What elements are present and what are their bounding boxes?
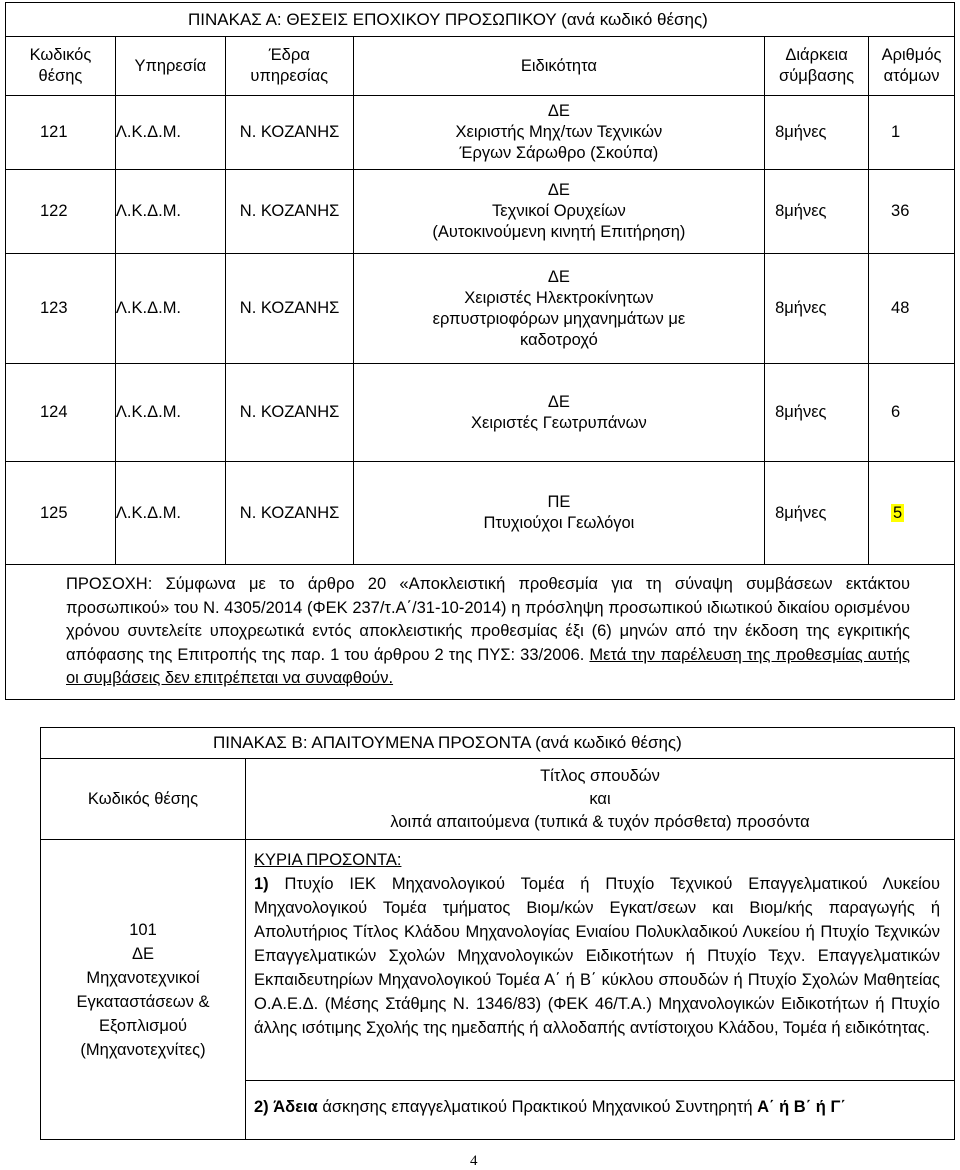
- specialty-cell: ΔΕ Χειριστής Μηχ/των Τεχνικών Έργων Σάρωθρο (Σκούπα): [353, 96, 764, 170]
- specialty-cell: ΠΕ Πτυχιούχοι Γεωλόγοι: [353, 462, 764, 565]
- table-row: 123 Λ.Κ.Δ.Μ. Ν. ΚΟΖΑΝΗΣ ΔΕ Χειριστές Ηλεκτροκίνητων ερπυστριοφόρων μηχανημάτων με καδοτροχό 8μήνες 48: [6, 254, 955, 364]
- specialty-cell: ΔΕ Χειριστές Ηλεκτροκίνητων ερπυστριοφόρων μηχανημάτων με καδοτροχό: [353, 254, 764, 364]
- notice-text: ΠΡΟΣΟΧΗ: Σύμφωνα με το άρθρο 20 «Αποκλειστική προθεσμία για τη σύναψη συμβάσεων εκτάκτου προσωπικού» του Ν. 4305/2014 (ΦΕΚ 237/τ.Α΄/31-10-2014) η πρόσληψη προσωπικού ιδιωτικού δικαίου ορισμένου χρόνου συντελείτε υποχρεωτικά εντός αποκλειστικής προθεσμίας έξι (6) μηνών από την έκδοση της εγκριτικής απόφασης της Επιτροπής της παρ. 1 του άρθρου 2 της ΠΥΣ: 33/2006. Μετά την παρέλευση της προθεσμίας αυτής οι συμβάσεις δεν επιτρέπεται να συναφθούν.: [66, 575, 910, 687]
- notice-underlined: Μετά την παρέλευση της προθεσμίας αυτής οι συμβάσεις δεν επιτρέπεται να συναφθούν.: [66, 645, 910, 687]
- position-cell: 101 ΔΕ Μηχανοτεχνικοί Εγκαταστάσεων & Εξοπλισμού (Μηχανοτεχνίτες): [41, 840, 246, 1140]
- header-qualifications: Τίτλος σπουδών και λοιπά απαιτούμενα (τυπικά & τυχόν πρόσθετα) προσόντα: [246, 759, 955, 840]
- header-service: Υπηρεσία: [115, 37, 225, 96]
- header-position-code: Κωδικός θέσης: [41, 759, 246, 840]
- table-row: 122 Λ.Κ.Δ.Μ. Ν. ΚΟΖΑΝΗΣ ΔΕ Τεχνικοί Ορυχείων (Αυτοκινούμενη κινητή Επιτήρηση) 8μήνες 36: [6, 170, 955, 254]
- page-number: 4: [470, 1153, 478, 1169]
- table-b-title: ΠΙΝΑΚΑΣ Β: ΑΠΑΙΤΟΥΜΕΝΑ ΠΡΟΣΟΝΤΑ (ανά κωδικό θέσης): [41, 728, 955, 759]
- main-qualifications: [246, 840, 955, 1081]
- position-code: 101: [129, 920, 157, 939]
- header-specialty: Ειδικότητα: [353, 37, 764, 96]
- header-count: Αριθμός ατόμων: [869, 37, 955, 96]
- table-row: 125 Λ.Κ.Δ.Μ. Ν. ΚΟΖΑΝΗΣ ΠΕ Πτυχιούχοι Γεωλόγοι 8μήνες 5: [6, 462, 955, 565]
- header-duration: Διάρκεια σύμβασης: [765, 37, 869, 96]
- notice-cell: [6, 565, 955, 700]
- notice-row: [6, 565, 955, 700]
- highlighted-count: 5: [893, 503, 903, 522]
- specialty-cell: ΔΕ Χειριστές Γεωτρυπάνων: [353, 364, 764, 462]
- table-a-title: ΠΙΝΑΚΑΣ Α: ΘΕΣΕΙΣ ΕΠΟΧΙΚΟΥ ΠΡΟΣΩΠΙΚΟΥ (ανά κωδικό θέσης): [6, 3, 955, 37]
- table-a: [5, 2, 955, 700]
- table-row: 121 Λ.Κ.Δ.Μ. Ν. ΚΟΖΑΝΗΣ ΔΕ Χειριστής Μηχ/των Τεχνικών Έργων Σάρωθρο (Σκούπα) 8μήνες 1: [6, 96, 955, 170]
- notice-label: ΠΡΟΣΟΧΗ:: [66, 575, 153, 593]
- table-b: [40, 727, 955, 1140]
- requirement-1: 1) Πτυχίο ΙΕΚ Μηχανολογικού Τομέα ή Πτυχίο Τεχνικού Επαγγελματικού Λυκείου Μηχανολογικού Τομέα τμήματος Βιομ/κών Εγκατ/σεων και Βιομ/κής παραγωγής ή Απολυτήριος Τίτλος Κλάδου Μηχανολογίας Ενιαίου Πολυκλαδικού Λυκείου ή Πτυχίο Τεχνικών Επαγγελματικών Σχολών Μηχανολογικών Ειδικοτήτων ή Πτυχίο Τεχν. Επαγγελματικών Εκπαιδευτηρίων Μηχανολογικού Τομέα Α΄ ή Β΄ κύκλου σπουδών ή Πτυχίο Σχολών Μαθητείας Ο.Α.Ε.Δ. (Μέσης Στάθμης Ν. 1346/83) (ΦΕΚ 46/Τ.Α.) Μηχανολογικών Ειδικοτήτων ή Πτυχίο άλλης ισότιμης Σχολής της ημεδαπής ή αλλοδαπής αντίστοιχου Κλάδου, Τομέα ή ειδικότητας.: [254, 875, 940, 1037]
- header-location: Έδρα υπηρεσίας: [225, 37, 353, 96]
- main-qualifications-label: ΚΥΡΙΑ ΠΡΟΣΟΝΤΑ:: [254, 851, 402, 869]
- specialty-cell: ΔΕ Τεχνικοί Ορυχείων (Αυτοκινούμενη κινητή Επιτήρηση): [353, 170, 764, 254]
- header-code: Κωδικός θέσης: [6, 37, 116, 96]
- requirement-2: 2) Άδεια άσκησης επαγγελματικού Πρακτικού Μηχανικού Συντηρητή Α΄ ή Β΄ ή Γ΄: [246, 1081, 955, 1140]
- position-level: ΔΕ: [131, 944, 155, 963]
- table-row: 124 Λ.Κ.Δ.Μ. Ν. ΚΟΖΑΝΗΣ ΔΕ Χειριστές Γεωτρυπάνων 8μήνες 6: [6, 364, 955, 462]
